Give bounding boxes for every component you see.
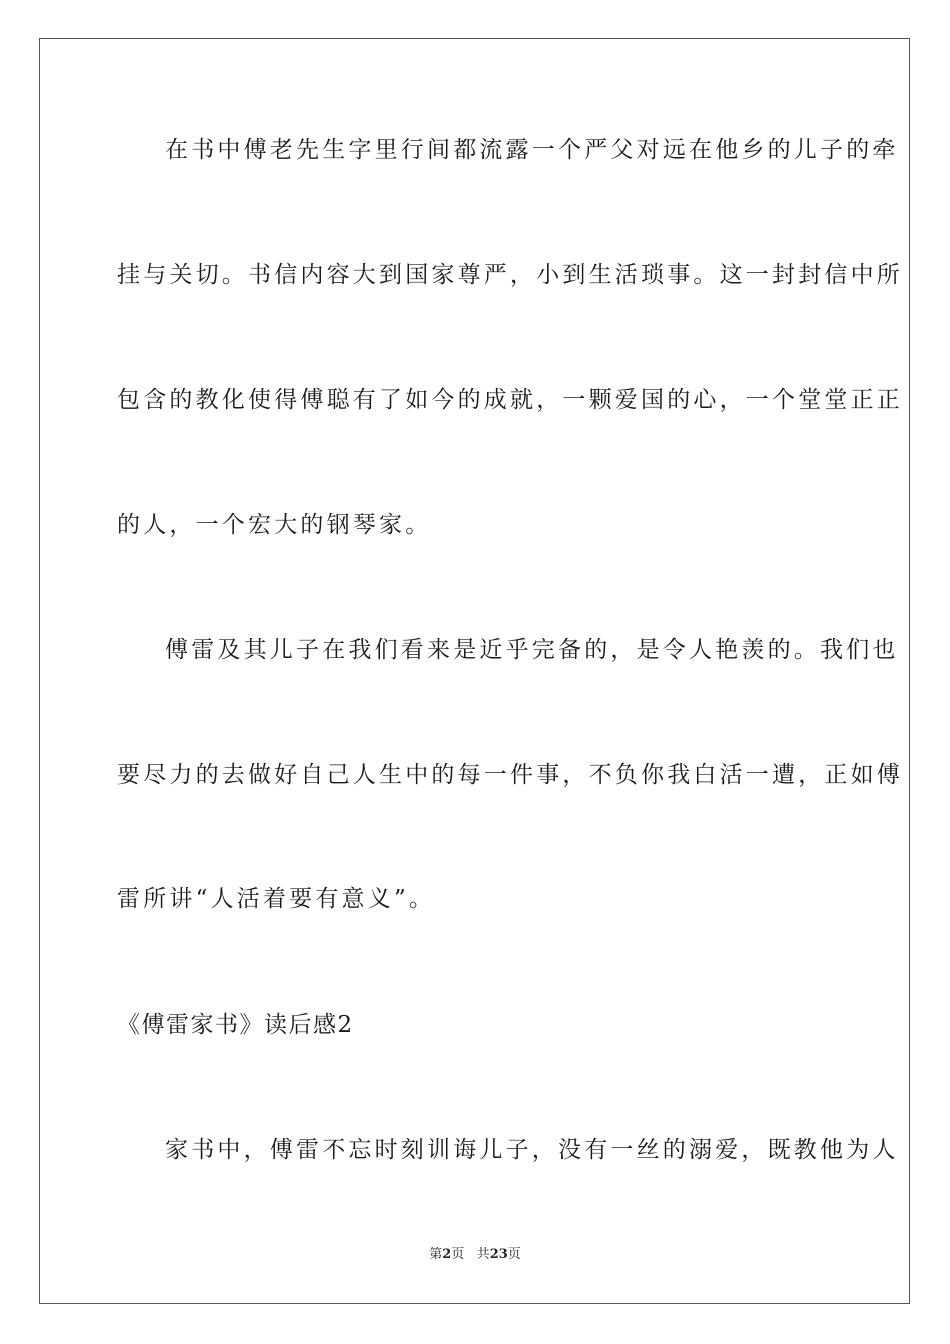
page-suffix: 页 <box>451 1247 465 1262</box>
paragraph-line-2: 挂与关切。书信内容大到国家尊严，小到生活琐事。这一封封信中所 <box>117 262 903 288</box>
total-suffix: 页 <box>507 1247 521 1262</box>
page-number: 2 <box>442 1247 452 1262</box>
paragraph-line-6: 要尽力的去做好自己人生中的每一件事，不负你我白活一遭，正如傅 <box>117 762 903 788</box>
paragraph-line-8: 家书中，傅雷不忘时刻训诲儿子，没有一丝的溺爱，既教他为人 <box>165 1137 899 1163</box>
page-footer <box>0 1246 950 1264</box>
paragraph-line-4: 的人，一个宏大的钢琴家。 <box>117 512 432 538</box>
section-heading: 《傅雷家书》读后感2 <box>117 1012 354 1038</box>
page-prefix: 第 <box>429 1247 443 1262</box>
page-border <box>39 38 910 1304</box>
paragraph-line-5: 傅雷及其儿子在我们看来是近乎完备的，是令人艳羡的。我们也 <box>165 637 899 663</box>
total-prefix: 共 <box>476 1247 490 1262</box>
paragraph-line-1: 在书中傅老先生字里行间都流露一个严父对远在他乡的儿子的牵 <box>165 137 899 163</box>
paragraph-line-3: 包含的教化使得傅聪有了如今的成就，一颗爱国的心，一个堂堂正正 <box>117 387 903 413</box>
paragraph-line-7: 雷所讲“人活着要有意义”。 <box>117 886 436 912</box>
total-pages: 23 <box>489 1247 508 1262</box>
